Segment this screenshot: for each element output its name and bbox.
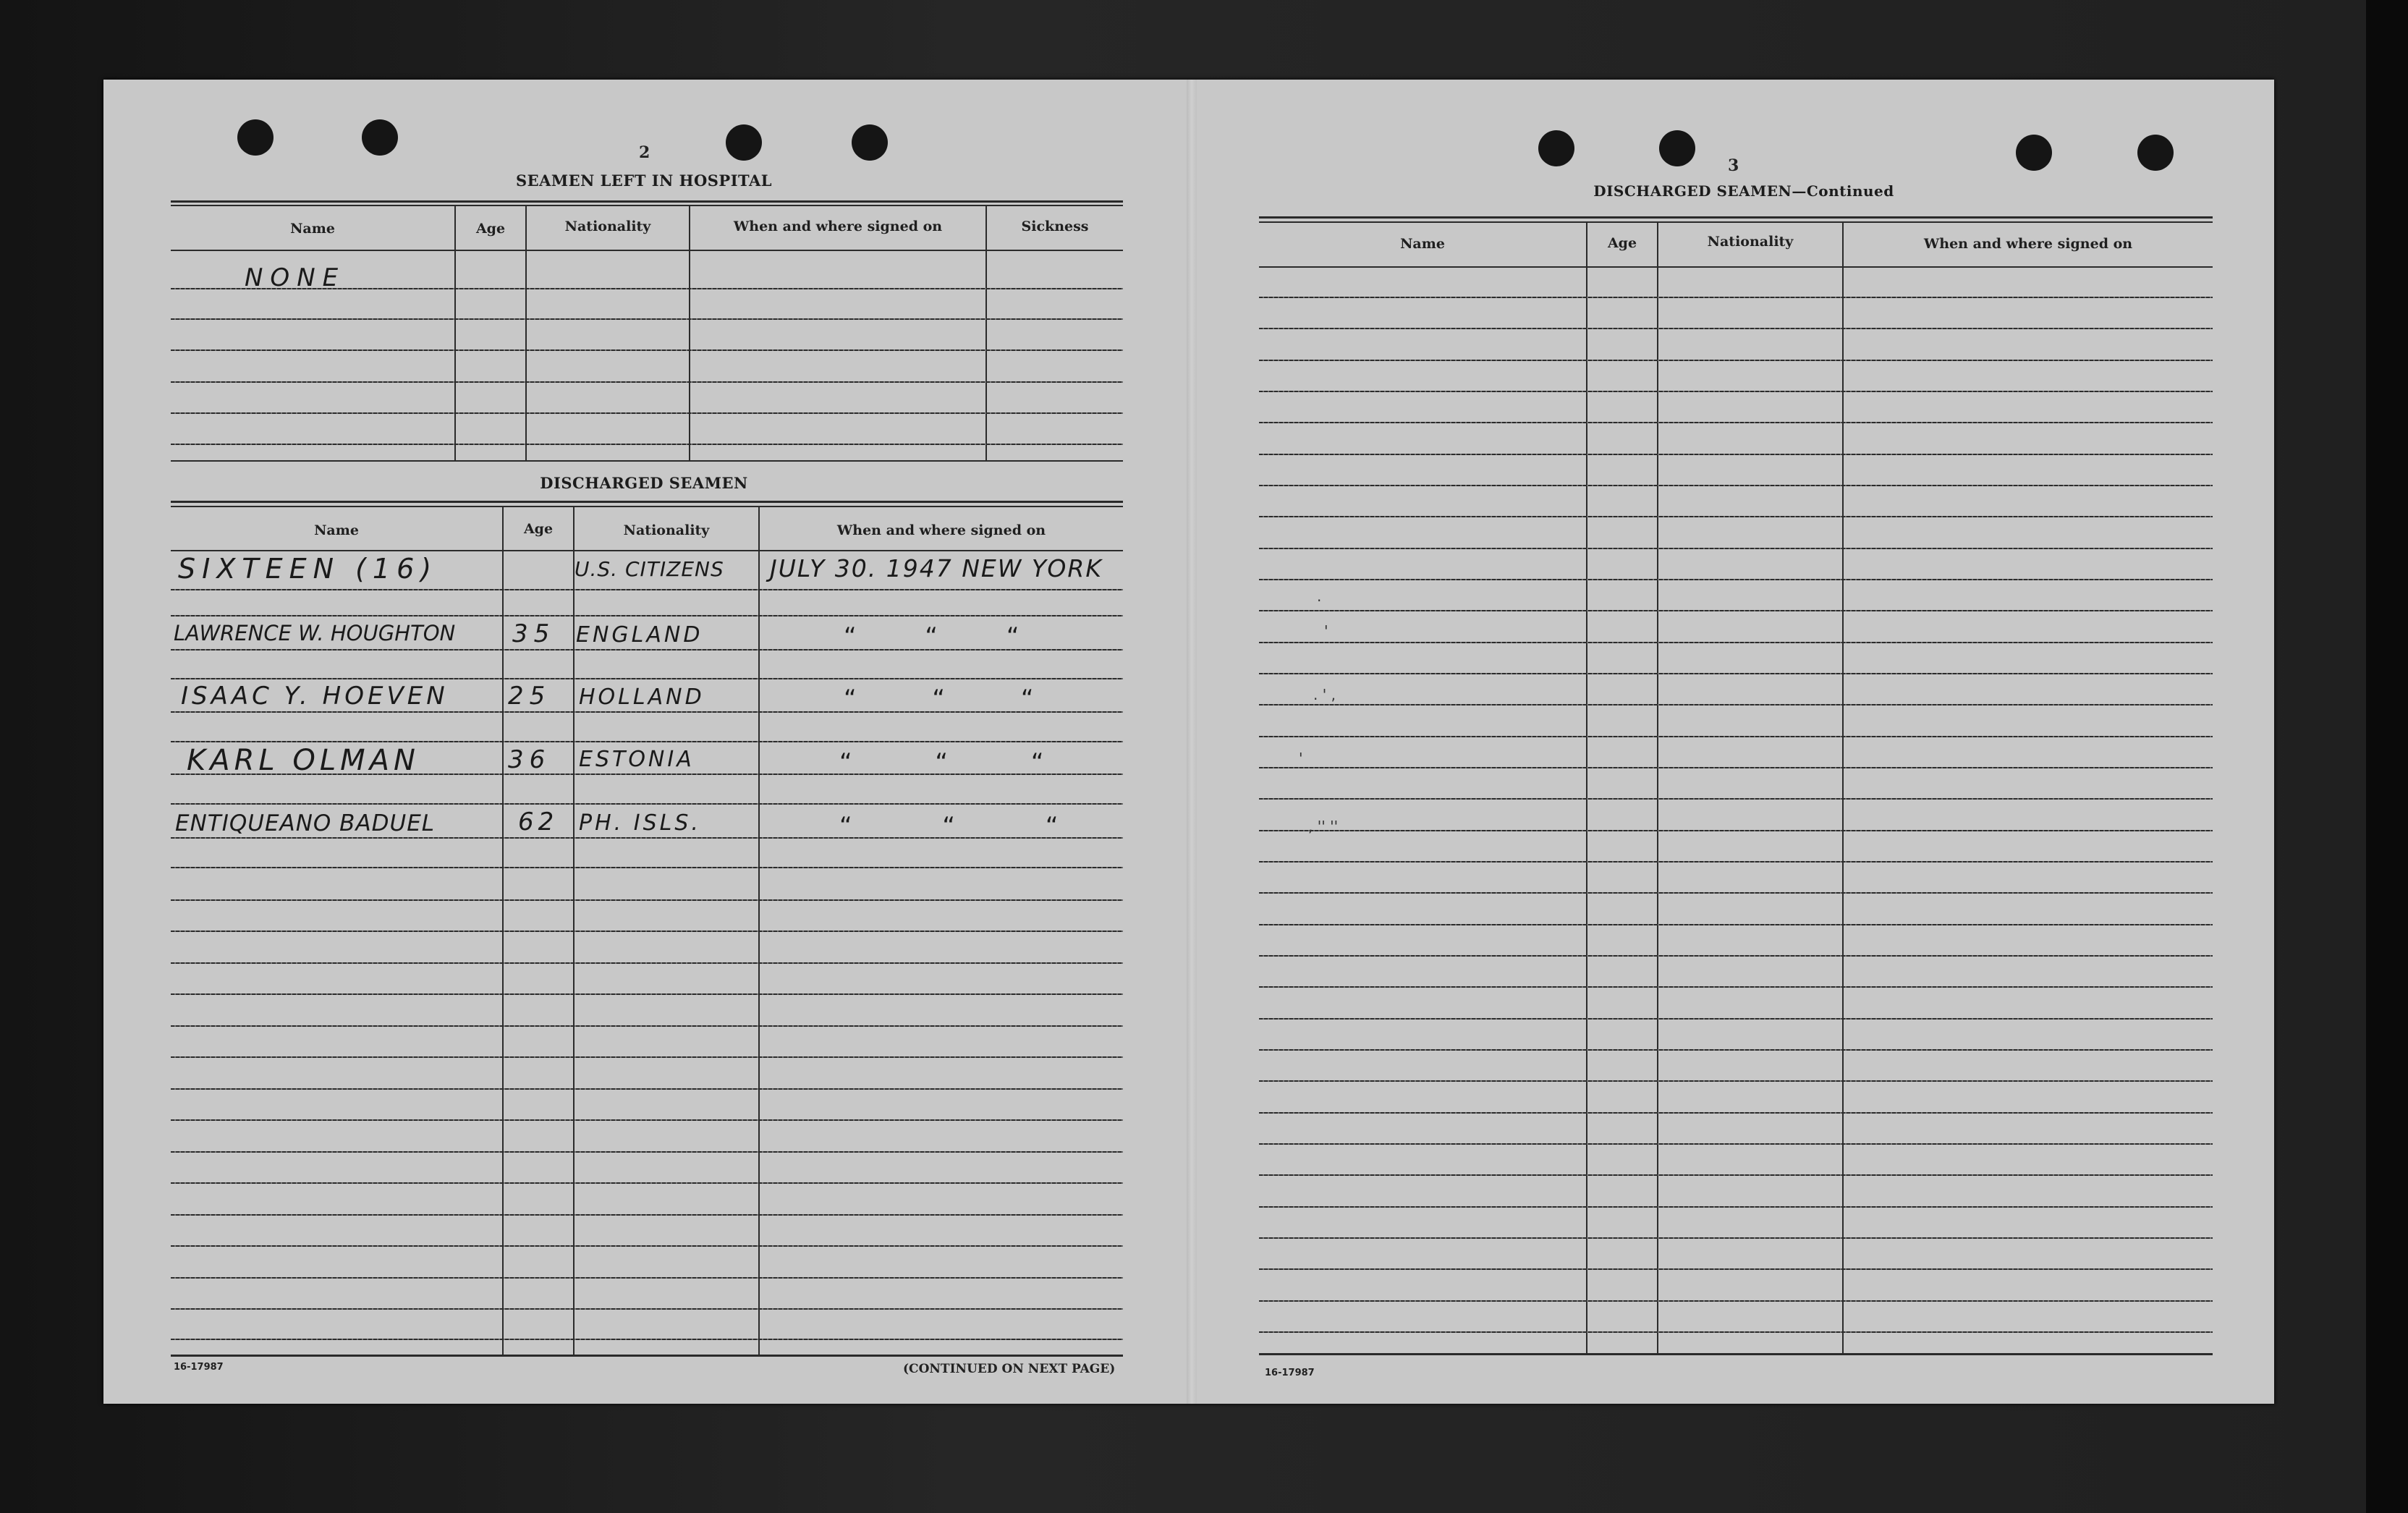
right-row-line <box>1259 892 2213 894</box>
discharged-row-line <box>171 1308 1123 1310</box>
seaman-nationality: ENGLAND <box>576 622 703 648</box>
right-row-line <box>1259 1268 2213 1270</box>
bleed-through-mark: ' <box>1299 750 1303 767</box>
discharged-row-line <box>171 867 1123 868</box>
right-row-line <box>1259 1018 2213 1020</box>
right-row-line <box>1259 767 2213 768</box>
seaman-nationality: HOLLAND <box>579 685 705 710</box>
punch-hole <box>726 124 762 161</box>
seaman-age: 35 <box>512 619 556 648</box>
discharged-row-line <box>171 1339 1123 1340</box>
seaman-name: ISAAC Y. HOEVEN <box>181 682 449 711</box>
discharged-row-line <box>171 1245 1123 1247</box>
page-number-right: 3 <box>1728 156 1739 175</box>
right-row-line <box>1259 1049 2213 1051</box>
bleed-through-mark: . <box>1317 588 1322 605</box>
right-row-line <box>1259 1331 2213 1333</box>
hospital-row-line <box>171 412 1123 414</box>
hospital-table-bottom-rule <box>171 460 1123 462</box>
discharged-col-name: Name <box>314 522 359 538</box>
seaman-signed-on: JULY 30. 1947 NEW YORK <box>770 554 1103 582</box>
continued-note: (CONTINUED ON NEXT PAGE) <box>903 1362 1116 1376</box>
discharged-row-line <box>171 1277 1123 1279</box>
discharged-row-line <box>171 962 1123 964</box>
discharged-row-line <box>171 993 1123 995</box>
right-table-bottom-rule <box>1259 1353 2213 1355</box>
punch-hole <box>362 119 398 156</box>
hospital-row-line <box>171 349 1123 351</box>
right-col-name: Name <box>1400 236 1445 252</box>
seaman-nationality: U.S. CITIZENS <box>575 557 724 581</box>
right-row-line <box>1259 579 2213 580</box>
right-row-line <box>1259 328 2213 329</box>
seaman-name: SIXTEEN (16) <box>178 553 438 585</box>
discharged-row-line <box>171 1025 1123 1027</box>
hospital-header-rule <box>171 250 1123 251</box>
right-row-line <box>1259 297 2213 298</box>
hospital-col-sickness: Sickness <box>1021 219 1089 234</box>
discharged-row-line <box>171 899 1123 901</box>
right-row-line <box>1259 955 2213 957</box>
right-table-top-rule-2 <box>1259 221 2213 223</box>
discharged-row-line <box>171 931 1123 932</box>
right-row-line <box>1259 704 2213 705</box>
seaman-signed-on-ditto: “ “ “ <box>839 748 1046 777</box>
right-row-line <box>1259 1080 2213 1082</box>
right-col-age: Age <box>1607 235 1637 251</box>
discharged-row-line <box>171 1119 1123 1121</box>
right-row-line <box>1259 1143 2213 1145</box>
bleed-through-mark: ' <box>1324 622 1328 640</box>
seaman-nationality: PH. ISLS. <box>579 810 701 836</box>
seaman-name: LAWRENCE W. HOUGHTON <box>174 621 456 645</box>
right-row-line <box>1259 1206 2213 1208</box>
discharged-row-line <box>171 1182 1123 1184</box>
discharged-row-line <box>171 1088 1123 1090</box>
right-row-line <box>1259 642 2213 643</box>
right-header-rule <box>1259 266 2213 268</box>
seaman-signed-on-ditto: “ “ “ <box>844 622 1021 651</box>
seaman-signed-on-ditto: “ “ “ <box>844 685 1035 713</box>
right-col-divider <box>1657 223 1658 1355</box>
right-row-line <box>1259 924 2213 925</box>
seaman-name: ENTIQUEANO BADUEL <box>175 810 436 836</box>
page-number-left: 2 <box>639 143 650 162</box>
right-table-top-rule <box>1259 216 2213 219</box>
hospital-col-signed-on: When and where signed on <box>733 219 943 234</box>
discharged-table-bottom-rule <box>171 1355 1123 1357</box>
right-row-line <box>1259 830 2213 831</box>
hospital-col-divider <box>985 206 987 461</box>
center-fold <box>1187 80 1197 1404</box>
punch-hole <box>237 119 274 156</box>
right-row-line <box>1259 548 2213 549</box>
seaman-signed-on-ditto: “ “ “ <box>839 812 1060 841</box>
discharged-row-line <box>171 803 1123 805</box>
discharged-row-line <box>171 1151 1123 1153</box>
hospital-row-line <box>171 381 1123 383</box>
punch-hole <box>1538 130 1574 166</box>
discharged-row-line <box>171 1056 1123 1058</box>
discharged-section-title: DISCHARGED SEAMEN <box>540 474 748 492</box>
discharged-table-top-rule-2 <box>171 506 1123 507</box>
right-row-line <box>1259 1237 2213 1239</box>
right-row-line <box>1259 736 2213 737</box>
discharged-row-line <box>171 1214 1123 1216</box>
hospital-entry-none: NONE <box>245 263 346 292</box>
right-row-line <box>1259 422 2213 423</box>
discharged-row-line <box>171 678 1123 679</box>
hospital-section-title: SEAMEN LEFT IN HOSPITAL <box>515 171 773 190</box>
hospital-row-line <box>171 444 1123 445</box>
discharged-col-nationality: Nationality <box>623 522 710 538</box>
discharged-row-line <box>171 741 1123 742</box>
discharged-row-line <box>171 615 1123 616</box>
hospital-col-divider <box>454 206 456 461</box>
form-number-right: 16-17987 <box>1265 1368 1315 1378</box>
right-row-line <box>1259 1174 2213 1176</box>
punch-hole <box>2137 135 2174 171</box>
discharged-row-line <box>171 589 1123 590</box>
punch-hole <box>1659 130 1695 166</box>
hospital-col-nationality: Nationality <box>564 219 651 234</box>
bleed-through-mark: . ' , <box>1313 686 1336 703</box>
right-col-nationality: Nationality <box>1707 234 1794 250</box>
punch-hole <box>2016 135 2052 171</box>
seaman-age: 25 <box>508 682 551 711</box>
right-row-line <box>1259 360 2213 361</box>
right-row-line <box>1259 798 2213 800</box>
hospital-col-divider <box>525 206 527 461</box>
seaman-age: 36 <box>508 745 551 774</box>
right-row-line <box>1259 986 2213 988</box>
seaman-name: KARL OLMAN <box>187 744 420 777</box>
right-col-divider <box>1842 223 1844 1355</box>
discharged-header-rule <box>171 550 1123 551</box>
right-row-line <box>1259 516 2213 517</box>
right-section-title: DISCHARGED SEAMEN—Continued <box>1593 182 1894 200</box>
right-row-line <box>1259 391 2213 392</box>
discharged-col-age: Age <box>523 521 554 537</box>
right-row-line <box>1259 485 2213 486</box>
right-row-line <box>1259 673 2213 674</box>
bleed-through-mark: , '' '' <box>1308 818 1339 835</box>
hospital-col-divider <box>689 206 690 461</box>
right-col-signed-on: When and where signed on <box>1923 236 2133 252</box>
hospital-table-top-rule <box>171 200 1123 203</box>
right-row-line <box>1259 610 2213 611</box>
right-row-line <box>1259 1300 2213 1302</box>
discharged-col-signed-on: When and where signed on <box>836 522 1046 538</box>
discharged-table-top-rule <box>171 501 1123 503</box>
right-row-line <box>1259 861 2213 863</box>
right-row-line <box>1259 454 2213 455</box>
seaman-nationality: ESTONIA <box>579 747 695 772</box>
hospital-row-line <box>171 318 1123 320</box>
punch-hole <box>852 124 888 161</box>
right-row-line <box>1259 1112 2213 1114</box>
right-col-divider <box>1586 223 1587 1355</box>
hospital-col-name: Name <box>290 221 335 237</box>
seaman-age: 62 <box>518 808 559 836</box>
hospital-col-age: Age <box>475 221 506 237</box>
hospital-table-top-rule-2 <box>171 205 1123 206</box>
form-number-left: 16-17987 <box>174 1362 224 1373</box>
scan-edge <box>2366 0 2408 1513</box>
